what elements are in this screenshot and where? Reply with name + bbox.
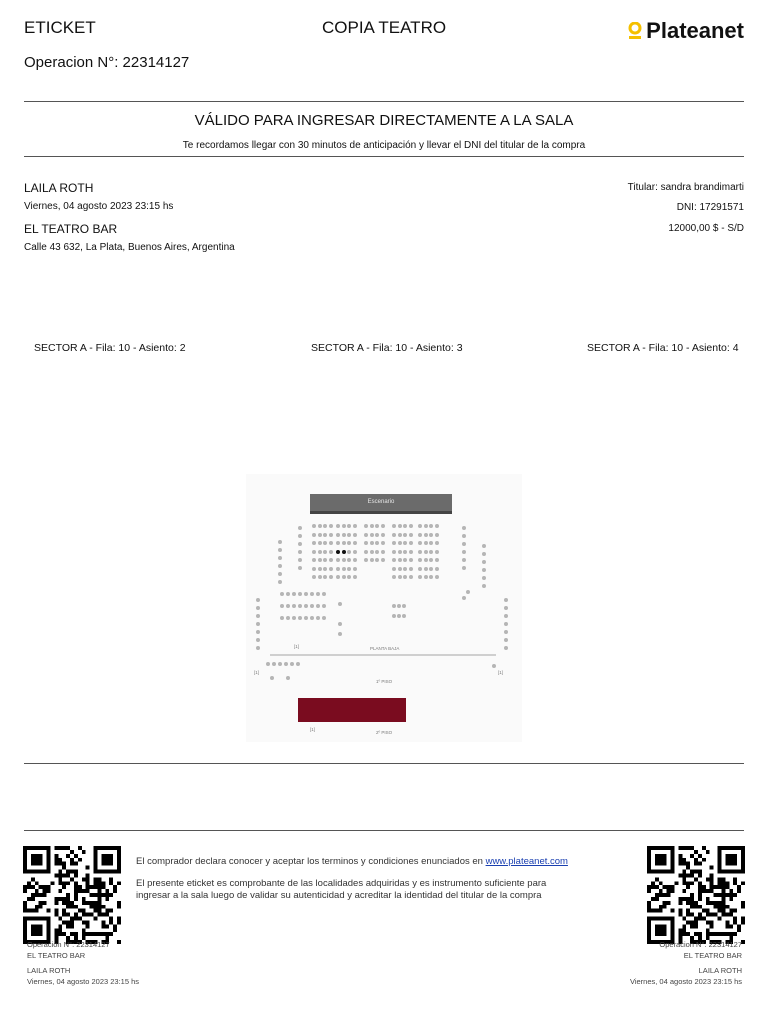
- terms-statement: [136, 856, 636, 868]
- seat: [381, 550, 385, 554]
- seat: [435, 558, 439, 562]
- seat: [397, 604, 401, 608]
- seat: [342, 524, 346, 528]
- seat: [409, 541, 413, 545]
- seat: [392, 558, 396, 562]
- seat: [462, 526, 466, 530]
- seat: [286, 676, 290, 680]
- ticket-price: 12000,00 $ - S/D: [668, 223, 744, 234]
- seat: [338, 632, 342, 636]
- seat: [462, 566, 466, 570]
- meta-event: LAILA ROTH: [27, 966, 71, 975]
- selected-seat: [342, 550, 346, 554]
- seat: [435, 567, 439, 571]
- seat: [397, 614, 401, 618]
- seat-info: SECTOR A - Fila: 10 - Asiento: 4: [587, 342, 739, 354]
- seat: [424, 558, 428, 562]
- seat: [504, 606, 508, 610]
- seat: [342, 575, 346, 579]
- seat: [398, 575, 402, 579]
- meta-datetime: Viernes, 04 agosto 2023 23:15 hs: [629, 977, 742, 986]
- meta-event: LAILA ROTH: [698, 966, 742, 975]
- qr-code: [647, 846, 745, 944]
- seat: [424, 550, 428, 554]
- seat: [424, 567, 428, 571]
- meta-operation: Operacion N°: 22314127: [27, 940, 110, 949]
- seat: [418, 567, 422, 571]
- seat: [347, 533, 351, 537]
- seat: [322, 616, 326, 620]
- seat: [370, 558, 374, 562]
- seat: [323, 575, 327, 579]
- seat: [338, 602, 342, 606]
- seat: [402, 604, 406, 608]
- divider: [24, 763, 744, 764]
- seat: [392, 575, 396, 579]
- seat: [316, 604, 320, 608]
- seat-block-marker: [1]: [254, 670, 260, 675]
- seat: [329, 558, 333, 562]
- venue-address: Calle 43 632, La Plata, Buenos Aires, Argentina: [24, 242, 235, 253]
- seat: [312, 524, 316, 528]
- qr-code: [23, 846, 121, 944]
- seat: [270, 676, 274, 680]
- seat: [370, 524, 374, 528]
- brand-logo: [628, 18, 744, 44]
- seat: [375, 558, 379, 562]
- seat: [272, 662, 276, 666]
- seat: [323, 541, 327, 545]
- seat: [353, 524, 357, 528]
- seat: [336, 524, 340, 528]
- seat: [336, 558, 340, 562]
- seat: [280, 616, 284, 620]
- qr-meta-right: [630, 939, 742, 987]
- seat: [435, 550, 439, 554]
- seat: [336, 575, 340, 579]
- seat: [312, 541, 316, 545]
- seat: [278, 572, 282, 576]
- divider: [24, 101, 744, 102]
- seat: [298, 550, 302, 554]
- floor-label: PLANTA BAJA: [370, 646, 400, 651]
- seat: [429, 558, 433, 562]
- holder-dni: DNI: 17291571: [676, 202, 744, 213]
- seat: [310, 616, 314, 620]
- meta-venue: EL TEATRO BAR: [27, 951, 86, 960]
- validity-statement: [136, 878, 636, 902]
- seat: [278, 662, 282, 666]
- seat: [278, 556, 282, 560]
- seat: [256, 622, 260, 626]
- seat: [329, 567, 333, 571]
- seat: [323, 533, 327, 537]
- seat: [298, 616, 302, 620]
- seat: [304, 616, 308, 620]
- seat: [298, 566, 302, 570]
- seat: [409, 575, 413, 579]
- seat: [364, 558, 368, 562]
- seat: [342, 541, 346, 545]
- seat: [504, 646, 508, 650]
- seat: [381, 533, 385, 537]
- seat: [403, 575, 407, 579]
- venue-name: EL TEATRO BAR: [24, 222, 118, 236]
- seat: [318, 533, 322, 537]
- seat: [424, 541, 428, 545]
- seat: [336, 533, 340, 537]
- arrival-reminder: Te recordamos llegar con 30 minutos de anticipación y llevar el DNI del titular de la compra: [182, 140, 586, 151]
- seat: [256, 606, 260, 610]
- seat: [403, 567, 407, 571]
- seat: [278, 564, 282, 568]
- seat: [398, 558, 402, 562]
- seat: [353, 558, 357, 562]
- seat: [256, 646, 260, 650]
- seat: [466, 590, 470, 594]
- seat-block-marker: [1]: [310, 727, 316, 732]
- seat: [504, 598, 508, 602]
- seat: [409, 567, 413, 571]
- seat: [364, 533, 368, 537]
- seat: [462, 534, 466, 538]
- seat: [403, 541, 407, 545]
- brand-name: Plateanet: [646, 18, 744, 43]
- seat: [409, 558, 413, 562]
- seat: [403, 550, 407, 554]
- validity-line: ingresar a la sala luego de validar su autenticidad y acreditar la identidad del titular de la compra: [136, 890, 542, 901]
- seat: [398, 550, 402, 554]
- seat: [482, 544, 486, 548]
- seat: [403, 524, 407, 528]
- seat: [424, 524, 428, 528]
- seat: [381, 541, 385, 545]
- seat: [329, 575, 333, 579]
- seat: [403, 558, 407, 562]
- seat: [329, 524, 333, 528]
- seat: [323, 524, 327, 528]
- valid-notice-title: VÁLIDO PARA INGRESAR DIRECTAMENTE A LA SALA: [194, 112, 574, 129]
- seat: [364, 524, 368, 528]
- seat: [298, 542, 302, 546]
- seat: [280, 604, 284, 608]
- seat: [256, 630, 260, 634]
- seat: [322, 604, 326, 608]
- seat: [429, 541, 433, 545]
- seat: [429, 575, 433, 579]
- seat: [482, 576, 486, 580]
- seat: [353, 567, 357, 571]
- seat: [278, 580, 282, 584]
- seat: [353, 541, 357, 545]
- seat: [504, 622, 508, 626]
- doc-type-label: ETICKET: [24, 18, 96, 37]
- seat: [392, 614, 396, 618]
- seat: [424, 533, 428, 537]
- seat: [316, 592, 320, 596]
- seat: [298, 534, 302, 538]
- seat: [323, 558, 327, 562]
- event-datetime: Viernes, 04 agosto 2023 23:15 hs: [24, 201, 174, 212]
- seat: [310, 604, 314, 608]
- seat: [353, 575, 357, 579]
- seat: [462, 558, 466, 562]
- seat: [392, 524, 396, 528]
- seat: [318, 541, 322, 545]
- seat: [381, 558, 385, 562]
- seat: [418, 558, 422, 562]
- seat: [256, 638, 260, 642]
- stage: Escenario: [310, 494, 452, 514]
- seat: [312, 558, 316, 562]
- qr-meta-left: [27, 939, 139, 987]
- seat: [398, 541, 402, 545]
- seat: [409, 524, 413, 528]
- seat: [492, 664, 496, 668]
- seat: [286, 616, 290, 620]
- meta-venue: EL TEATRO BAR: [683, 951, 742, 960]
- seat: [278, 540, 282, 544]
- seat: [292, 604, 296, 608]
- seat: [462, 550, 466, 554]
- event-name: LAILA ROTH: [24, 181, 94, 195]
- seat: [338, 622, 342, 626]
- seat: [364, 541, 368, 545]
- seat: [409, 550, 413, 554]
- seat: [347, 575, 351, 579]
- seat-info: SECTOR A - Fila: 10 - Asiento: 3: [311, 342, 463, 354]
- seat: [312, 567, 316, 571]
- seat: [370, 541, 374, 545]
- seat: [398, 567, 402, 571]
- seat: [429, 567, 433, 571]
- seat: [504, 614, 508, 618]
- seat: [402, 614, 406, 618]
- seat: [347, 567, 351, 571]
- seat: [298, 604, 302, 608]
- seat: [318, 558, 322, 562]
- seat: [403, 533, 407, 537]
- seat: [318, 550, 322, 554]
- seat: [482, 552, 486, 556]
- seat: [462, 542, 466, 546]
- seat: [329, 550, 333, 554]
- seat-info: SECTOR A - Fila: 10 - Asiento: 2: [34, 342, 186, 354]
- validity-line: El presente eticket es comprobante de las localidades adquiridas y es instrumento suficiente para: [136, 878, 547, 889]
- seat-block-marker: [1]: [294, 644, 300, 649]
- seat: [435, 541, 439, 545]
- seat: [398, 524, 402, 528]
- seat: [336, 541, 340, 545]
- seat: [298, 526, 302, 530]
- seat: [418, 541, 422, 545]
- seat: [298, 558, 302, 562]
- seat: [278, 548, 282, 552]
- seat: [392, 541, 396, 545]
- seat: [342, 533, 346, 537]
- seat: [318, 524, 322, 528]
- seat: [370, 533, 374, 537]
- seat: [256, 614, 260, 618]
- seat: [286, 604, 290, 608]
- seat: [292, 616, 296, 620]
- seat: [353, 533, 357, 537]
- seat: [409, 533, 413, 537]
- seat: [312, 550, 316, 554]
- balcony-section: [298, 698, 406, 722]
- seat: [482, 584, 486, 588]
- first-floor-label: 1º PISO: [376, 679, 393, 684]
- seat: [312, 575, 316, 579]
- divider: [24, 156, 744, 157]
- seat-map: [246, 474, 522, 742]
- seat: [318, 575, 322, 579]
- seat: [298, 592, 302, 596]
- seat: [435, 575, 439, 579]
- seat: [256, 598, 260, 602]
- seat: [284, 662, 288, 666]
- seat: [429, 524, 433, 528]
- seat: [347, 558, 351, 562]
- seat: [316, 616, 320, 620]
- seat: [342, 567, 346, 571]
- seat: [381, 524, 385, 528]
- brand-logo-icon: [628, 22, 642, 40]
- seat: [482, 560, 486, 564]
- seat: [375, 541, 379, 545]
- seat: [435, 524, 439, 528]
- seat: [370, 550, 374, 554]
- seat: [286, 592, 290, 596]
- seat: [398, 533, 402, 537]
- seat: [392, 533, 396, 537]
- seat: [322, 592, 326, 596]
- seat: [353, 550, 357, 554]
- seat: [435, 533, 439, 537]
- seat: [429, 533, 433, 537]
- seat: [364, 550, 368, 554]
- seat: [329, 541, 333, 545]
- meta-datetime: Viernes, 04 agosto 2023 23:15 hs: [27, 977, 140, 986]
- seat: [424, 575, 428, 579]
- seat: [418, 550, 422, 554]
- seat: [462, 596, 466, 600]
- seat: [347, 524, 351, 528]
- seat: [392, 550, 396, 554]
- second-floor-label: 2º PISO: [376, 730, 393, 735]
- seat-block-marker: [1]: [498, 670, 504, 675]
- seat: [392, 567, 396, 571]
- divider: [24, 830, 744, 831]
- seat: [375, 550, 379, 554]
- floor-divider: [270, 654, 496, 656]
- seat: [312, 533, 316, 537]
- seat: [304, 604, 308, 608]
- seat: [482, 568, 486, 572]
- seat: [347, 541, 351, 545]
- seat: [296, 662, 300, 666]
- terms-link[interactable]: www.plateanet.com: [485, 856, 568, 867]
- seat: [323, 550, 327, 554]
- seat: [504, 638, 508, 642]
- seat: [347, 550, 351, 554]
- seat: [418, 524, 422, 528]
- copy-label: COPIA TEATRO: [322, 18, 447, 37]
- seat: [266, 662, 270, 666]
- seat: [336, 567, 340, 571]
- seat: [418, 533, 422, 537]
- seat: [304, 592, 308, 596]
- seat: [418, 575, 422, 579]
- seat: [292, 592, 296, 596]
- seat: [375, 524, 379, 528]
- seat: [342, 558, 346, 562]
- seat: [280, 592, 284, 596]
- terms-text: El comprador declara conocer y aceptar los terminos y condiciones enunciados en: [136, 856, 486, 867]
- seat: [429, 550, 433, 554]
- seat: [310, 592, 314, 596]
- seat: [323, 567, 327, 571]
- holder-name: Titular: sandra brandimarti: [627, 182, 744, 193]
- meta-operation: Operacion N°: 22314127: [659, 940, 742, 949]
- seat: [329, 533, 333, 537]
- selected-seat: [336, 550, 340, 554]
- seat: [375, 533, 379, 537]
- seat: [290, 662, 294, 666]
- seat: [318, 567, 322, 571]
- operation-number: Operacion N°: 22314127: [24, 54, 190, 71]
- seat: [504, 630, 508, 634]
- seat: [392, 604, 396, 608]
